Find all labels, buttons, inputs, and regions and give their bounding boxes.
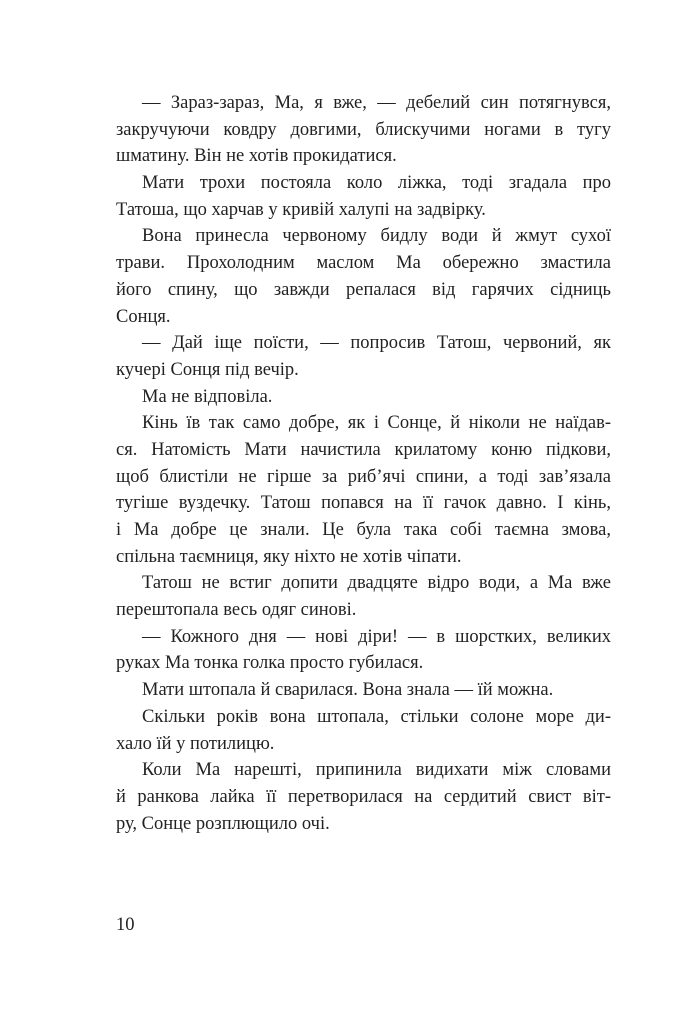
text-line: руках Ма тонка голка просто губилася. [116, 653, 424, 674]
text-line: ру, Сонце розплющило очі. [116, 813, 330, 834]
text-line: Кінь їв так само добре, як і Сонце, й ніколи не наїдав- [142, 413, 611, 434]
text-line: тугіше вуздечку. Татош попався на її гачок давно. І кінь, [116, 493, 611, 514]
page-number: 10 [116, 915, 135, 935]
text-line: Вона принесла червоному бидлу води й жмут сухої [142, 226, 611, 247]
text-line: Коли Ма нарешті, припинила видихати між словами [142, 760, 611, 781]
text-line: і Ма добре це знали. Це була така собі таємна змова, [116, 520, 611, 540]
text-line: хало їй у потилицю. [116, 733, 275, 754]
text-line: закручуючи ковдру довгими, блискучими ногами в тугу [116, 119, 611, 140]
text-line: Татош не встиг допити двадцяте відро води, а Ма вже [142, 573, 611, 594]
text-line: — Кожного дня — нові діри! — в шорстких, великих [142, 626, 611, 647]
text-line: — Зараз-зараз, Ма, я вже, — дебелий син потягнувся, [142, 93, 611, 113]
text-line: шматину. Він не хотів прокидатися. [116, 146, 397, 167]
text-line: перештопала весь одяг синові. [116, 600, 357, 621]
text-line: Мати трохи постояла коло ліжка, тоді згадала про [142, 173, 611, 194]
text-line: — Дай іще поїсти, — попросив Татош, червоний, як [142, 333, 611, 354]
text-line: й ранкова лайка її перетворилася на сердитий свист віт- [116, 786, 611, 807]
body-text [116, 90, 611, 837]
text-line: Сонця. [116, 306, 171, 327]
text-line: спільна таємниця, яку ніхто не хотів чіпати. [116, 546, 462, 567]
text-line: Скільки років вона штопала, стільки солоне море ди- [142, 706, 611, 727]
text-line: Мати штопала й сварилася. Вона знала — їй можна. [142, 680, 554, 701]
text-line: Татоша, що харчав у кривій халупі на задвірку. [116, 199, 486, 220]
text-line: трави. Прохолодним маслом Ма обережно змастила [116, 253, 611, 274]
text-line: ся. Натомість Мати начистила крилатому коню підкови, [116, 439, 611, 460]
text-line: його спину, що завжди репалася від гарячих сідниць [116, 279, 611, 300]
text-line: кучері Сонця під вечір. [116, 359, 299, 380]
text-line: Ма не відповіла. [142, 386, 273, 407]
text-line: щоб блистіли не гірше за риб’ячі спини, а тоді зав’язала [116, 466, 611, 487]
